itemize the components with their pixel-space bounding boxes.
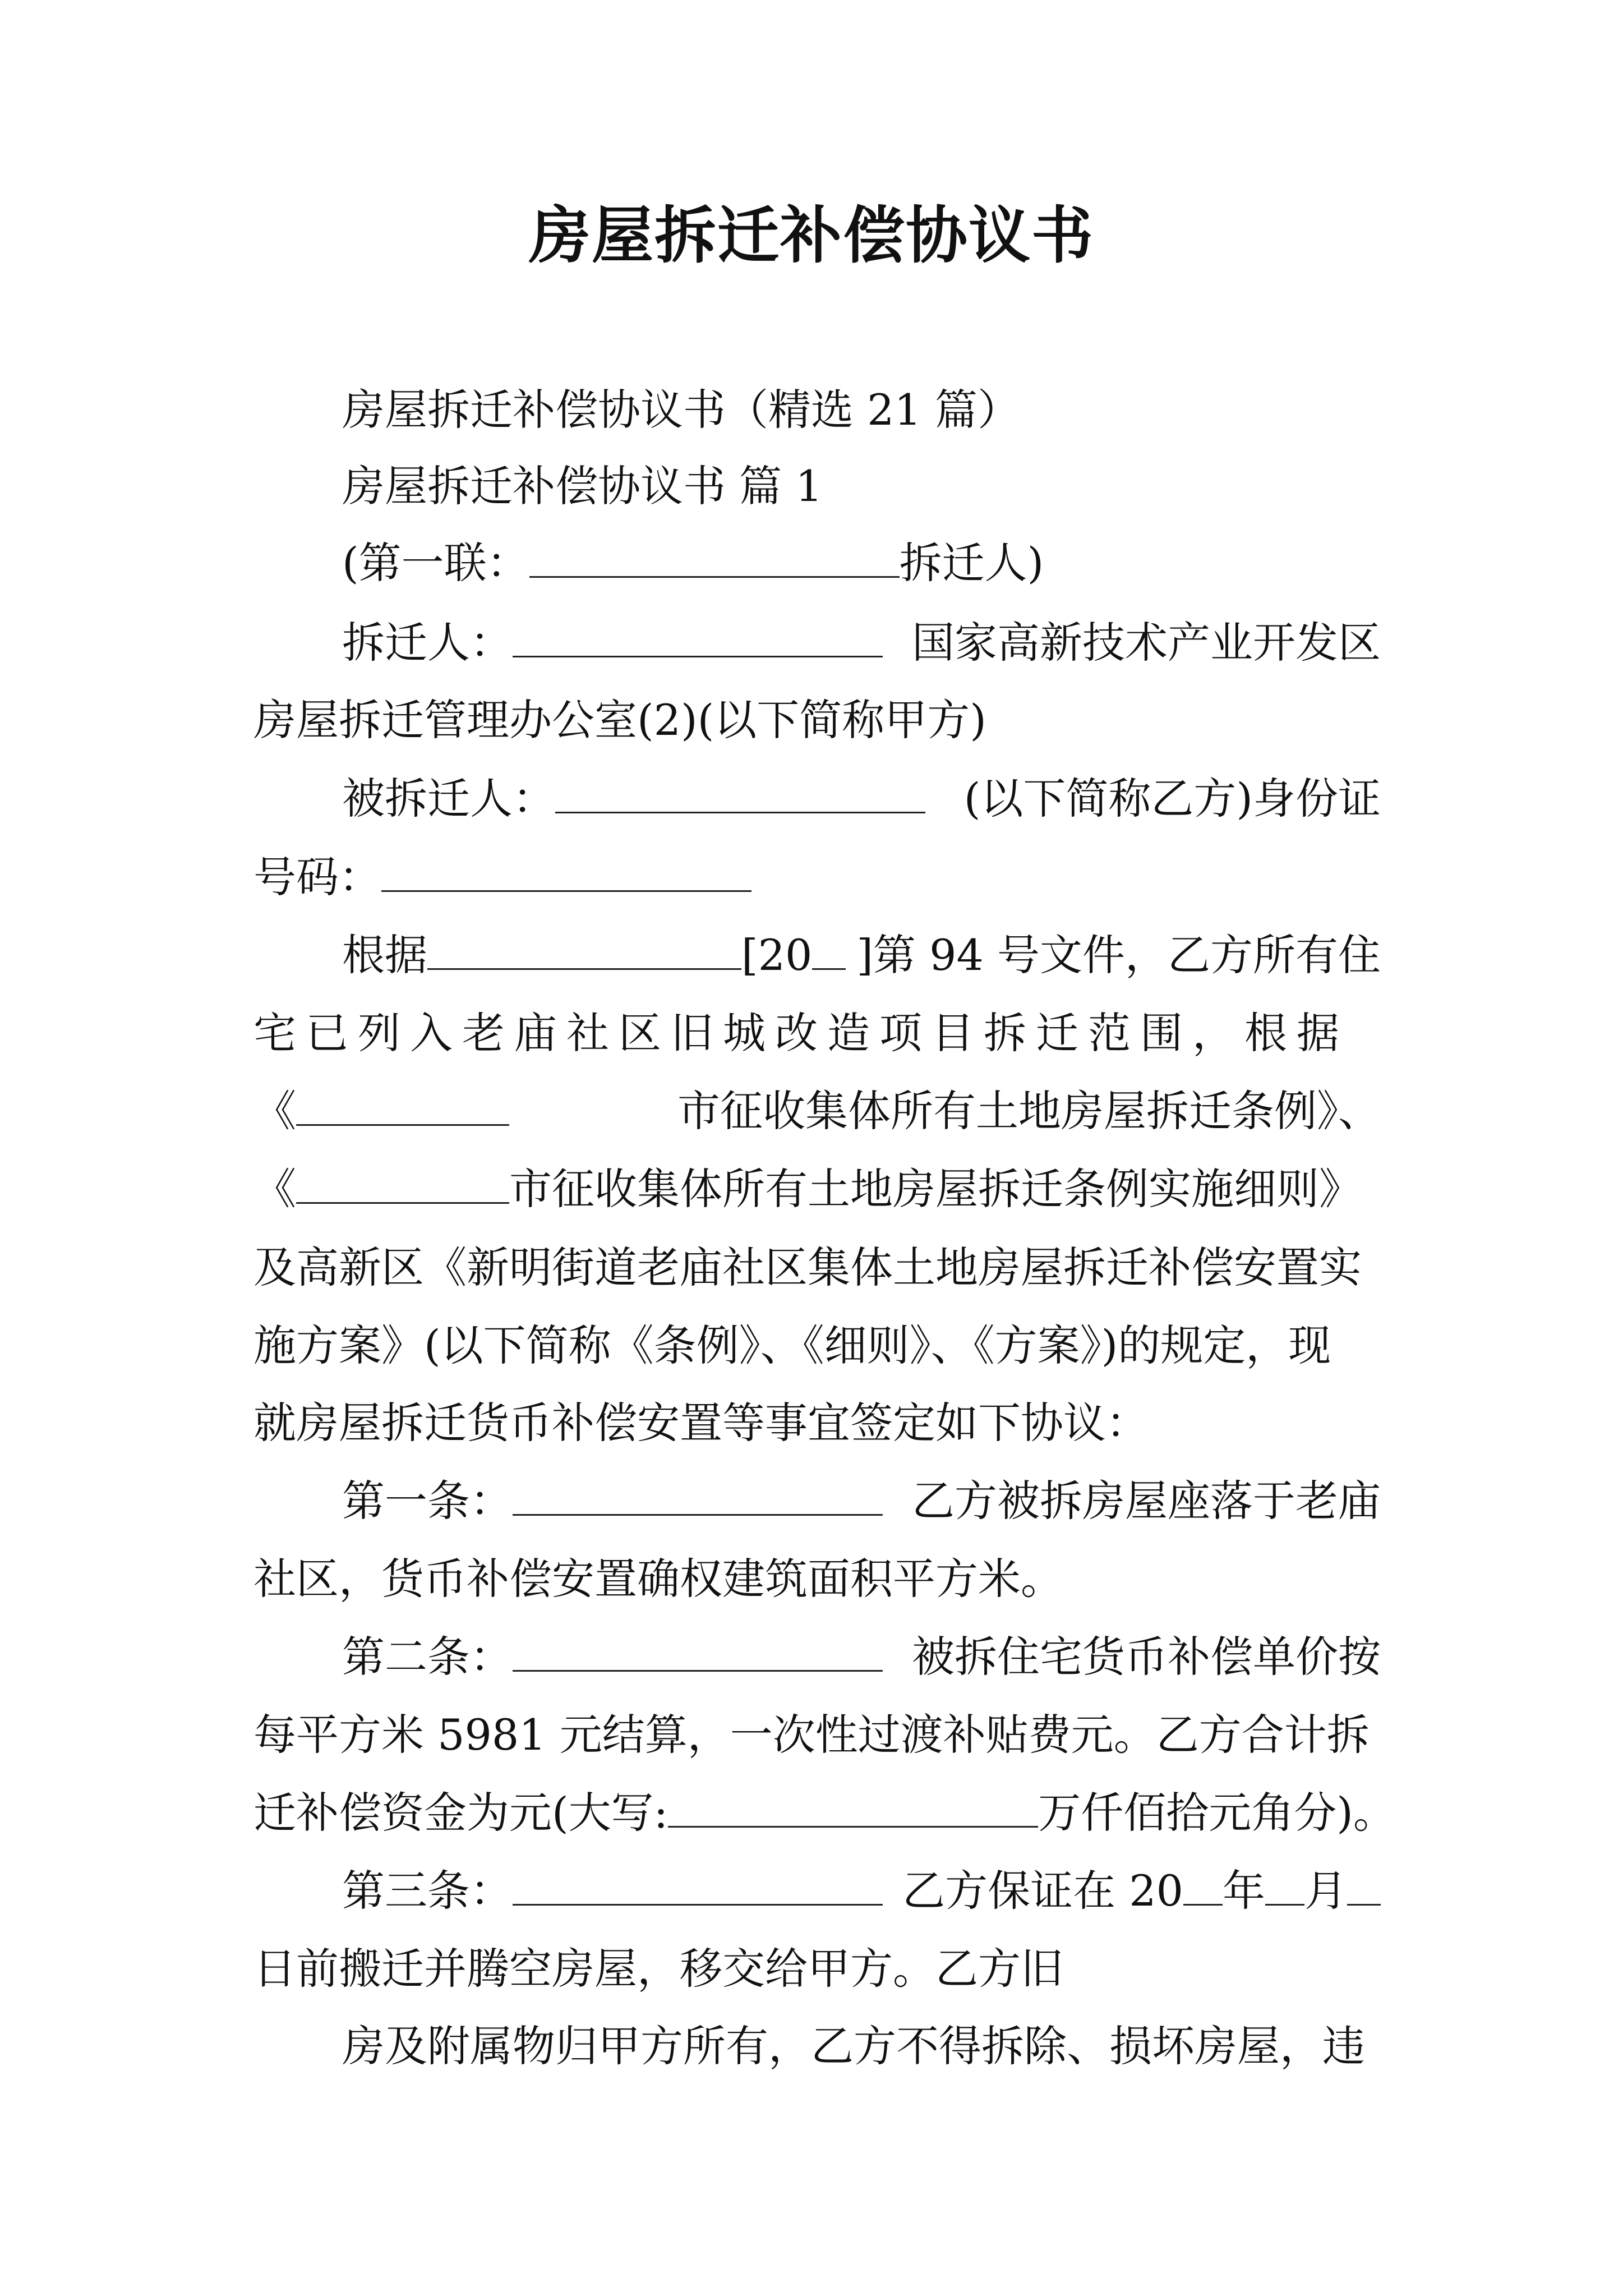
paragraph-line: 房屋拆迁管理办公室(2)(以下简称甲方) <box>253 695 986 745</box>
text-segment: (以下简称乙方)身份证 <box>963 774 1381 823</box>
text-segment: 市征收集体所有土地房屋拆迁条例》、 <box>677 1086 1381 1136</box>
blank-field <box>381 851 751 892</box>
blank-field <box>1183 1865 1223 1906</box>
text-segment: 国家高新技术产业开发区 <box>912 618 1381 668</box>
blank-field <box>513 1475 883 1516</box>
paragraph-line: 每平方米 5981 元结算，一次性过渡补贴费元。乙方合计拆 <box>253 1710 1370 1760</box>
text-segment: 第二条： <box>342 1630 883 1684</box>
paragraph-line: 施方案》(以下简称《条例》、《细则》、《方案》)的规定，现 <box>253 1320 1331 1370</box>
blank-field <box>1265 1865 1304 1906</box>
text-segment: 号码： <box>253 852 381 902</box>
blank-field <box>296 1163 509 1204</box>
text-segment: 乙方被拆房屋座落于老庙 <box>912 1476 1381 1526</box>
text-segment: 根据 [20 <box>342 928 846 982</box>
blank-field <box>513 1631 883 1672</box>
document-title: 房屋拆迁补偿协议书 <box>529 199 1094 272</box>
paragraph-line <box>253 850 1381 904</box>
paragraph-line <box>342 1864 1381 1918</box>
text-segment: 市征收集体所有土地房屋拆迁条例实施细则》 <box>509 1164 1362 1214</box>
paragraph-line <box>342 772 1381 826</box>
paragraph-line <box>342 536 1381 590</box>
text-segment: 《 <box>253 1084 509 1138</box>
paragraph-line <box>342 616 1381 670</box>
blank-field <box>812 929 846 970</box>
text-segment: 第一条： <box>342 1474 883 1528</box>
paragraph-line: 日前搬迁并腾空房屋，移交给甲方。乙方旧 <box>253 1944 1063 1994</box>
paragraph-line: 宅已列入老庙社区旧城改造项目拆迁范围，根据 <box>253 1008 1349 1058</box>
blank-field <box>513 1865 883 1906</box>
paragraph-line: 房及附属物归甲方所有，乙方不得拆除、损坏房屋，违 <box>342 2021 1365 2071</box>
text-segment: 《 <box>253 1164 296 1214</box>
blank-field <box>1347 1865 1381 1906</box>
blank-field <box>668 1787 1038 1828</box>
subtitle-line: 房屋拆迁补偿协议书（精选 21 篇） <box>342 385 1021 435</box>
paragraph-line <box>253 1084 1381 1138</box>
paragraph-line <box>253 1162 1381 1216</box>
blank-field <box>529 537 900 578</box>
paragraph-line <box>342 1474 1381 1528</box>
text-segment: 拆迁人) <box>899 538 1044 588</box>
blank-field <box>555 772 925 813</box>
paragraph-line <box>342 1630 1381 1684</box>
paragraph-line <box>342 928 1381 982</box>
blank-field <box>427 929 741 970</box>
text-segment: 被拆住宅货币补偿单价按 <box>912 1632 1381 1682</box>
text-segment: 拆迁人： <box>342 616 883 670</box>
paragraph-line: 社区，货币补偿安置确权建筑面积平方米。 <box>253 1554 1063 1604</box>
text-segment: ]第 94 号文件，乙方所有住 <box>856 930 1381 980</box>
text-segment: 万仟佰拾元角分)。 <box>1038 1788 1396 1838</box>
chapter-heading: 房屋拆迁补偿协议书 篇 1 <box>342 461 823 511</box>
paragraph-line <box>253 1786 1396 1840</box>
text-segment: 第三条： <box>342 1864 883 1918</box>
blank-field <box>513 616 883 657</box>
paragraph-line: 及高新区《新明街道老庙社区集体土地房屋拆迁补偿安置实 <box>253 1243 1362 1292</box>
blank-field <box>296 1085 509 1126</box>
paragraph-line: 就房屋拆迁货币补偿安置等事宜签定如下协议： <box>253 1398 1149 1448</box>
text-segment: 乙方保证在 20 年 月 <box>902 1864 1381 1918</box>
text-segment: (第一联： <box>342 538 529 588</box>
text-segment: 迁补偿资金为元(大写: <box>253 1786 1038 1840</box>
text-segment: 被拆迁人： <box>342 772 925 826</box>
